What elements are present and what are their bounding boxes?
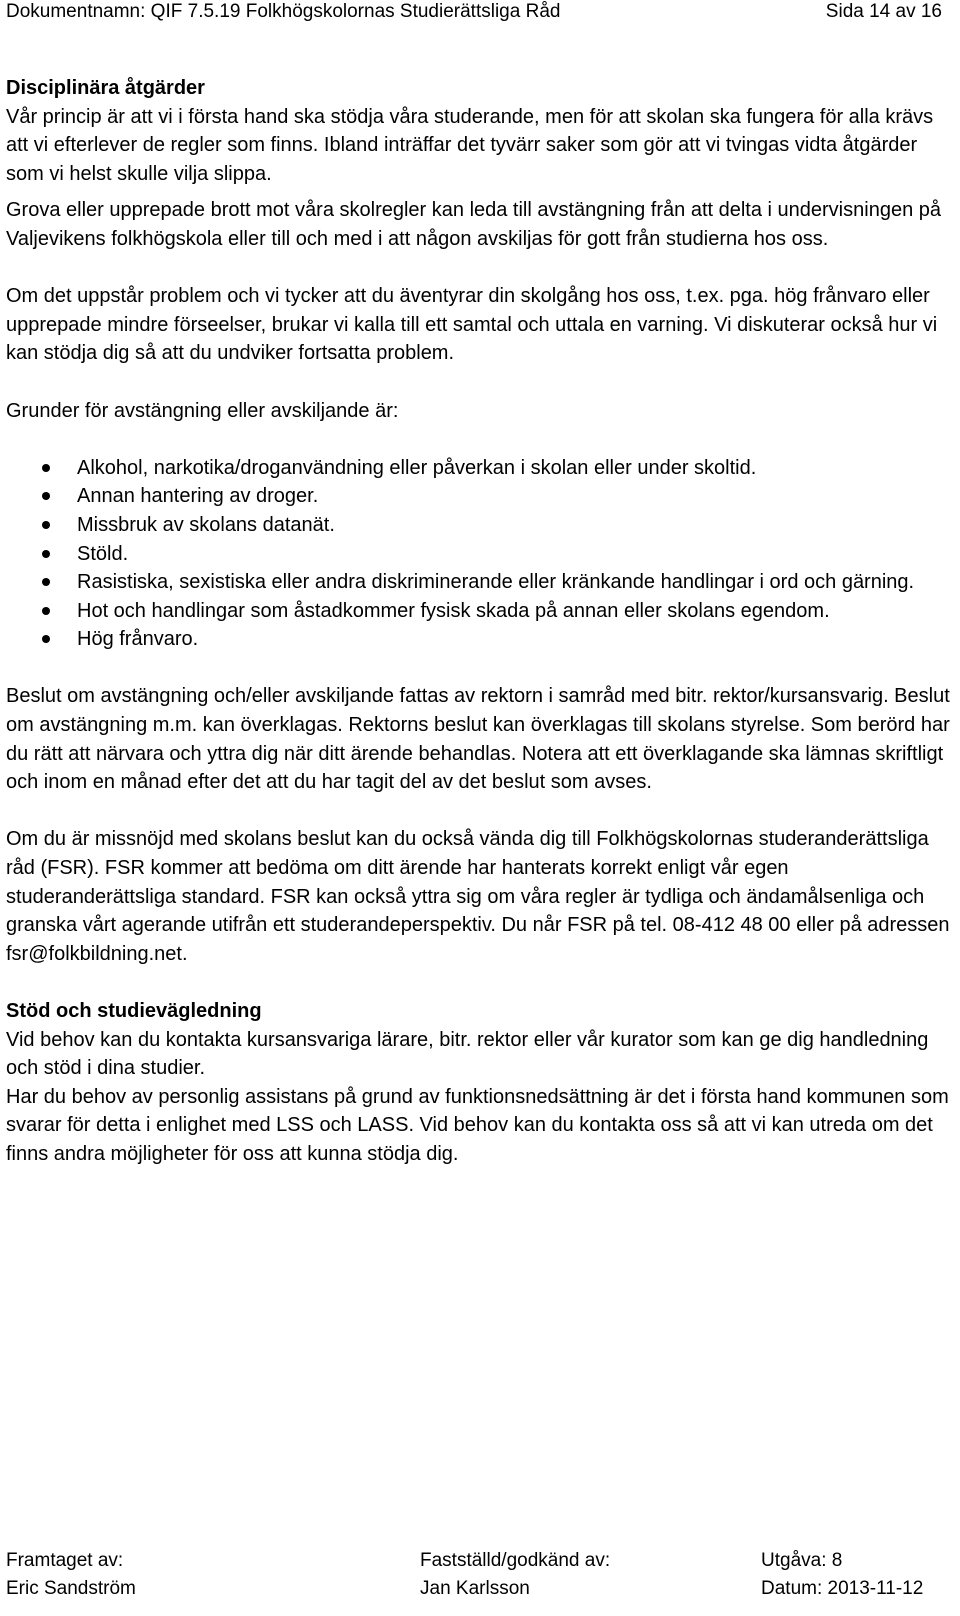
bullet-icon <box>42 550 50 558</box>
bullet-icon <box>42 464 50 472</box>
approved-by-name: Jan Karlsson <box>420 1578 530 1599</box>
list-item <box>6 568 954 597</box>
prepared-by-name: Eric Sandström <box>6 1578 136 1599</box>
list-item <box>6 454 954 483</box>
list-item <box>6 540 954 569</box>
document-date: Datum: 2013-11-12 <box>761 1578 924 1599</box>
list-item <box>6 597 954 626</box>
document-body <box>6 74 954 1169</box>
list-item-text: Stöld. <box>77 542 129 565</box>
grounds-intro: Grunder för avstängning eller avskiljande är: <box>6 399 399 422</box>
heading-support-guidance: Stöd och studievägledning <box>6 1000 262 1022</box>
document-page <box>6 0 954 1616</box>
support-paragraph-2: Har du behov av personlig assistans på grund av funktionsnedsättning är det i första hand kommunen som svarar för detta i enlighet med LSS och LASS. Vid behov kan du kontakta oss så att vi kan utreda om det finns andra möjligheter för oss att kunna stödja dig. <box>6 1085 949 1165</box>
list-item-text: Missbruk av skolans datanät. <box>77 513 335 536</box>
prepared-by-label: Framtaget av: <box>6 1550 124 1571</box>
list-item <box>6 482 954 511</box>
discipline-paragraph-2: Om det uppstår problem och vi tycker att du äventyrar din skolgång hos oss, t.ex. pga. hög frånvaro eller upprepade mindre förseelser, brukar vi kalla till ett samtal och uttala en varning. Vi diskuterar också hur vi kan stödja dig så att du undviker fortsatta problem. <box>6 285 938 365</box>
bullet-icon <box>42 578 50 586</box>
page-header <box>6 0 946 24</box>
list-item <box>6 625 954 654</box>
support-paragraph-1: Vid behov kan du kontakta kursansvariga lärare, bitr. rektor eller vår kurator som kan ge dig handledning och stöd i dina studier. <box>6 1028 929 1080</box>
bullet-icon <box>42 635 50 643</box>
list-item-text: Alkohol, narkotika/droganvändning eller påverkan i skolan eller under skoltid. <box>77 456 757 479</box>
document-name: Dokumentnamn: QIF 7.5.19 Folkhögskolornas Studierättsliga Råd <box>6 1 561 22</box>
list-item-text: Hot och handlingar som åstadkommer fysisk skada på annan eller skolans egendom. <box>77 599 830 622</box>
list-item <box>6 511 954 540</box>
edition: Utgåva: 8 <box>761 1550 843 1571</box>
bullet-icon <box>42 492 50 500</box>
list-item-text: Annan hantering av droger. <box>77 485 319 508</box>
discipline-paragraph-1: Grova eller upprepade brott mot våra skolregler kan leda till avstängning från att delta i undervisningen på Valjevikens folkhögskola eller till och med i att någon avskiljas för gott från studierna hos oss. <box>6 199 941 250</box>
approved-by-label: Fastställd/godkänd av: <box>420 1550 611 1571</box>
bullet-icon <box>42 521 50 529</box>
bullet-icon <box>42 607 50 615</box>
discipline-paragraph-3: Beslut om avstängning och/eller avskiljande fattas av rektorn i samråd med bitr. rektor/kursansvarig. Beslut om avstängning m.m. kan överklagas. Rektorns beslut kan överklagas till skolans styrelse. Som berörd har du rätt att närvara och yttra dig när ditt ärende behandlas. Notera att ett överklagande ska lämnas skriftligt och inom en månad efter det att du har tagit del av det beslut som avses. <box>6 685 950 794</box>
discipline-paragraph-4: Om du är missnöjd med skolans beslut kan du också vända dig till Folkhögskolornas studeranderättsliga råd (FSR). FSR kommer att bedöma om ditt ärende har hanterats korrekt enligt vår egen studeranderättsliga standard. FSR kan också yttra sig om våra regler är tydliga och ändamålsenliga och granska vårt agerande utifrån ett studerandeperspektiv. Du når FSR på tel. 08-412 48 00 eller på adressen fsr@folkbildning.net. <box>6 828 950 965</box>
heading-disciplinary-actions: Disciplinära åtgärder <box>6 77 205 99</box>
list-item-text: Rasistiska, sexistiska eller andra diskriminerande eller kränkande handlingar i ord och gärning. <box>77 571 915 594</box>
list-item-text: Hög frånvaro. <box>77 628 199 651</box>
page-number: Sida 14 av 16 <box>825 1 942 22</box>
discipline-intro: Vår princip är att vi i första hand ska stödja våra studerande, men för att skolan ska fungera för alla krävs att vi efterlever de regler som finns. Ibland inträffar det tyvärr saker som gör att vi tvingas vidta åtgärder som vi helst skulle vilja slippa. <box>6 105 934 185</box>
grounds-list <box>6 454 954 654</box>
